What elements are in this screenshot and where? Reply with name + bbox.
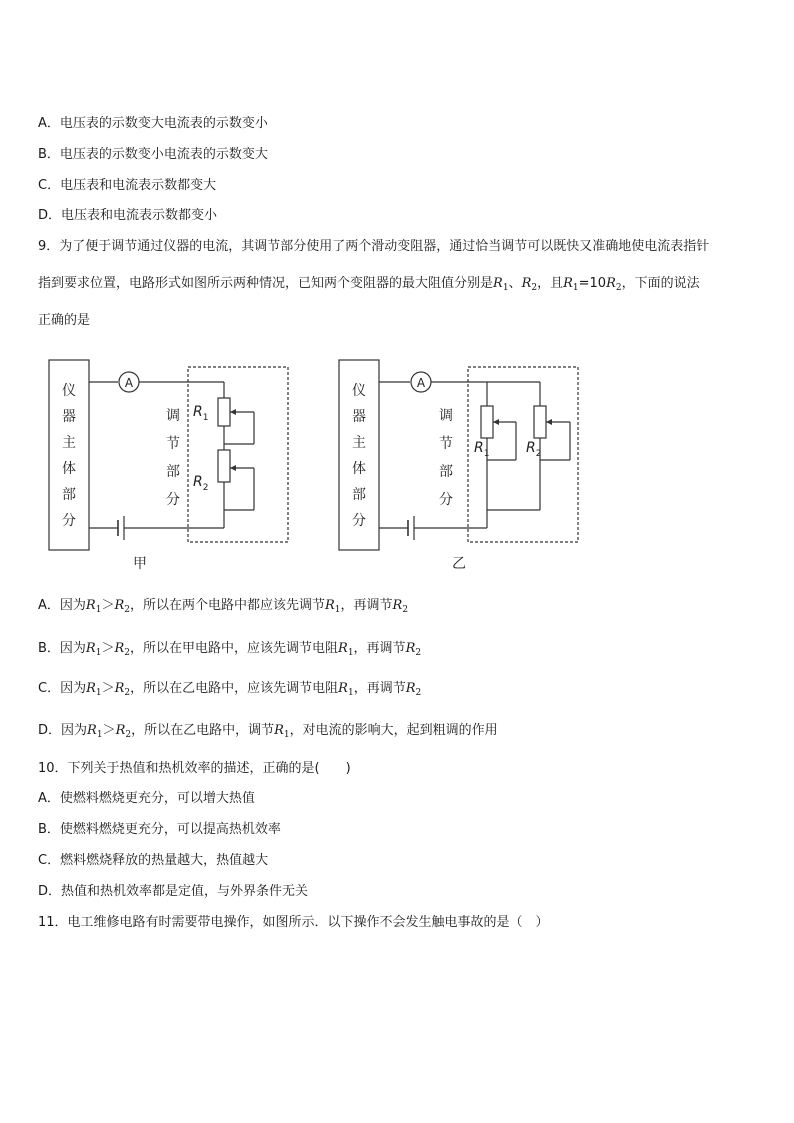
r2-symbol: $R_2$ (521, 276, 538, 293)
option-prefix: A．因为 (38, 598, 86, 613)
q9-option-d (38, 722, 498, 744)
r2-label-right: $R_2$ (526, 440, 542, 459)
r2-symbol: $R_2$ (115, 723, 132, 740)
adjust-char: 节 (166, 436, 180, 452)
instrument-char: 分 (352, 513, 366, 529)
separator: 、 (508, 276, 522, 291)
greater-sign: ＞ (101, 641, 115, 656)
r2-symbol: $R_2$ (114, 681, 131, 698)
adjust-char: 部 (166, 464, 180, 480)
instrument-char: 器 (62, 409, 76, 425)
q9-option-b (38, 640, 421, 662)
r2-symbol: $R_2$ (392, 598, 409, 615)
r2-symbol: $R_2$ (114, 641, 130, 658)
r1-symbol: $R_1$ (86, 681, 102, 698)
q9-line2-text: 指到要求位置，电路形式如图所示两种情况，已知两个变阻器的最大阻值分别是 (38, 276, 494, 291)
r1-symbol: $R_1$ (87, 723, 103, 740)
option-prefix: C．因为 (38, 681, 87, 696)
r1-symbol: $R_1$ (85, 598, 102, 615)
instrument-char: 器 (352, 409, 366, 425)
greater-sign: ＞ (102, 723, 116, 738)
option-tail: ，再调节 (353, 681, 406, 696)
adjust-char: 调 (439, 408, 453, 424)
r1-symbol: $R_1$ (338, 681, 354, 698)
q8-option-d: D．电压表和电流表示数都变小 (38, 208, 218, 223)
q9-stem-line2 (38, 275, 700, 297)
instrument-char: 主 (62, 435, 76, 451)
instrument-char: 仪 (352, 383, 366, 399)
r1-label-right: $R_1$ (474, 440, 490, 459)
greater-sign: ＞ (101, 681, 115, 696)
adjust-char: 部 (439, 464, 453, 480)
equation: =10 (578, 276, 607, 291)
option-middle: ，所以在甲电路中，应该先调节电阻 (130, 641, 339, 656)
r2-symbol: $R_2$ (405, 641, 422, 658)
option-tail: ，再调节 (353, 641, 406, 656)
q8-option-a: A．电压表的示数变大电流表的示数变小 (38, 116, 268, 131)
greater-sign: ＞ (101, 598, 115, 613)
instrument-char: 体 (62, 461, 76, 477)
option-prefix: B．因为 (38, 641, 86, 656)
ammeter-label: A (124, 376, 134, 390)
r1-symbol: $R_1$ (563, 276, 579, 293)
instrument-char: 部 (352, 487, 366, 503)
q10-option-b: B．使燃料燃烧更充分，可以提高热机效率 (38, 822, 281, 837)
option-prefix: D．因为 (38, 723, 88, 738)
instrument-char: 仪 (62, 383, 76, 399)
adjust-char: 调 (166, 408, 180, 424)
caption-right: 乙 (452, 556, 466, 572)
resistor-r1-right (481, 406, 493, 438)
circuit-figure (36, 340, 596, 580)
resistor-r2-right (534, 406, 546, 438)
q9-option-a (38, 597, 408, 619)
ammeter-label: A (416, 376, 426, 390)
q8-option-b: B．电压表的示数变小电流表的示数变大 (38, 147, 268, 162)
r1-label-left: $R_1$ (193, 404, 209, 423)
instrument-char: 主 (352, 435, 366, 451)
option-tail: ，对电流的影响大，起到粗调的作用 (289, 723, 498, 738)
instrument-char: 体 (352, 461, 366, 477)
conjunction: ，且 (537, 276, 564, 291)
q10-option-a: A．使燃料燃烧更充分，可以增大热值 (38, 791, 255, 806)
option-middle: ，所以在两个电路中都应该先调节 (129, 598, 325, 613)
r2-symbol: $R_2$ (606, 276, 622, 293)
q9-stem-line3: 正确的是 (38, 313, 91, 328)
r1-symbol: $R_1$ (493, 276, 509, 293)
resistor-r2-left (218, 450, 230, 482)
r2-symbol: $R_2$ (114, 598, 130, 615)
q8-option-c: C．电压表和电流表示数都变大 (38, 178, 217, 193)
r1-symbol: $R_1$ (274, 723, 290, 740)
q11-stem: 11．电工维修电路有时需要带电操作，如图所示．以下操作不会发生触电事故的是（ ） (38, 915, 549, 930)
q9-stem-line1: 9．为了便于调节通过仪器的电流，其调节部分使用了两个滑动变阻器，通过恰当调节可以既快又准确地使电流表指针 (38, 239, 710, 254)
r1-symbol: $R_1$ (325, 598, 341, 615)
adjust-box-left (188, 367, 288, 542)
adjust-char: 节 (439, 436, 453, 452)
q10-option-c: C．燃料燃烧释放的热量越大，热值越大 (38, 853, 269, 868)
option-middle: ，所以在乙电路中，调节 (131, 723, 275, 738)
q9-option-c (38, 680, 421, 702)
option-tail: ，再调节 (340, 598, 393, 613)
adjust-char: 分 (166, 492, 180, 508)
r1-symbol: $R_1$ (338, 641, 354, 658)
r1-symbol: $R_1$ (85, 641, 102, 658)
resistor-r1-left (218, 398, 230, 426)
adjust-char: 分 (439, 492, 453, 508)
q10-stem: 10．下列关于热值和热机效率的描述，正确的是( ) (38, 761, 351, 776)
q10-option-d: D．热值和热机效率都是定值，与外界条件无关 (38, 884, 309, 899)
caption-left: 甲 (133, 556, 147, 572)
option-middle: ，所以在乙电路中，应该先调节电阻 (130, 681, 339, 696)
instrument-char: 分 (62, 513, 76, 529)
q9-line2-tail: ，下面的说法 (621, 276, 700, 291)
r2-label-left: $R_2$ (193, 474, 209, 493)
r2-symbol: $R_2$ (405, 681, 422, 698)
instrument-char: 部 (62, 487, 76, 503)
